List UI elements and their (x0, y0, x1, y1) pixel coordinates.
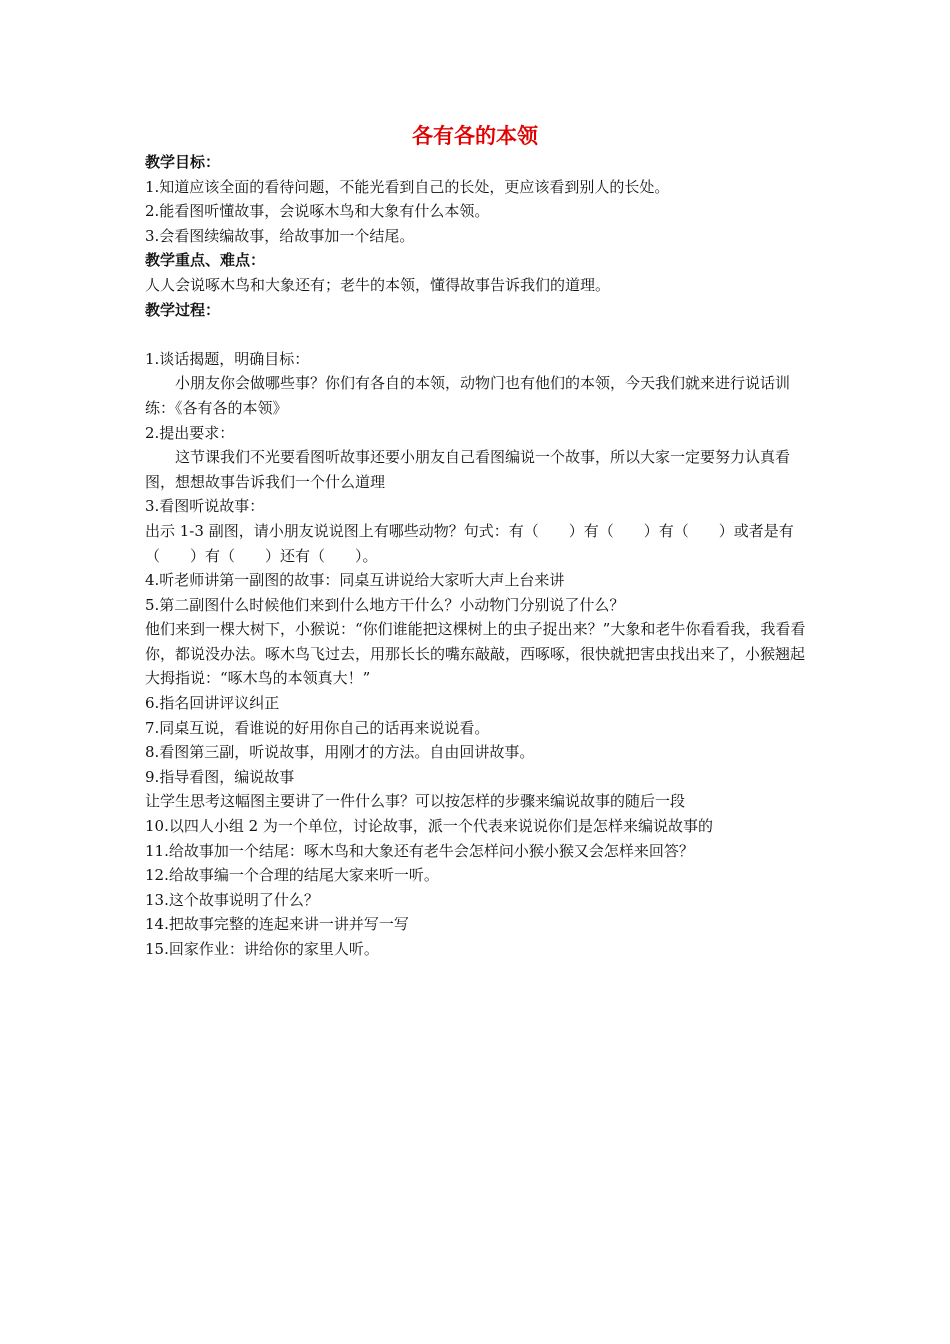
process-step: 8.看图第三副，听说故事，用刚才的方法。自由回讲故事。 (145, 743, 535, 762)
process-step: 6.指名回讲评议纠正 (145, 694, 280, 713)
goal-item: 1.知道应该全面的看待问题，不能光看到自己的长处，更应该看到别人的长处。 (145, 177, 670, 196)
process-step: 11.给故事加一个结尾：啄木鸟和大象还有老牛会怎样问小猴小猴又会怎样来回答？ (145, 841, 694, 860)
process-paragraph: 出示 1-3 副图，请小朋友说说图上有哪些动物？句式：有（ ）有（ ）有（ ）或者是有（ ）有（ ）还有（ ）。 (145, 521, 794, 565)
blank-line (145, 322, 810, 347)
goal-item: 3.会看图续编故事，给故事加一个结尾。 (145, 226, 415, 245)
process-paragraph: 这节课我们不光要看图听故事还要小朋友自己看图编说一个故事，所以大家一定要努力认真看图，想想故事告诉我们一个什么道理 (145, 448, 791, 491)
process-step: 2.提出要求： (145, 423, 235, 442)
process-step: 9.指导看图，编说故事 (145, 767, 295, 786)
process-paragraph: 他们来到一棵大树下，小猴说：“你们谁能把这棵树上的虫子捉出来？”大象和老牛你看看我，我看看你，都说没办法。啄木鸟飞过去，用那长长的嘴东敲敲，西啄啄，很快就把害虫找出来了，小猴翘起大拇指说：“啄木鸟的本领真大！” (145, 620, 806, 688)
process-heading: 教学过程： (145, 300, 221, 319)
page-title: 各有各的本领 (412, 124, 538, 148)
process-step: 14.把故事完整的连起来讲一讲并写一写 (145, 915, 409, 934)
document-body (145, 150, 810, 962)
process-step: 5.第二副图什么时候他们来到什么地方干什么？小动物门分别说了什么？ (145, 595, 625, 614)
process-step: 4.听老师讲第一副图的故事：同桌互讲说给大家听大声上台来讲 (145, 571, 565, 590)
process-step: 12.给故事编一个合理的结尾大家来听一听。 (145, 866, 439, 885)
goals-heading: 教学目标： (145, 153, 221, 171)
keypoints-heading: 教学重点、难点： (145, 251, 266, 270)
process-paragraph: 让学生思考这幅图主要讲了一件什么事？可以按怎样的步骤来编说故事的随后一段 (145, 792, 686, 811)
process-step: 7.同桌互说，看谁说的好用你自己的话再来说说看。 (145, 718, 490, 737)
process-step: 13.这个故事说明了什么？ (145, 890, 319, 909)
goal-item: 2.能看图听懂故事，会说啄木鸟和大象有什么本领。 (145, 202, 490, 221)
process-paragraph: 小朋友你会做哪些事？你们有各自的本领，动物门也有他们的本领，今天我们就来进行说话训练：《各有各的本领》 (145, 374, 791, 417)
process-step: 3.看图听说故事： (145, 497, 265, 516)
process-step: 10.以四人小组 2 为一个单位，讨论故事，派一个代表来说说你们是怎样来编说故事的 (145, 817, 713, 836)
keypoints-text: 人人会说啄木鸟和大象还有；老牛的本领，懂得故事告诉我们的道理。 (145, 275, 611, 294)
process-step: 1.谈话揭题，明确目标： (145, 349, 310, 368)
process-step: 15.回家作业：讲给你的家里人听。 (145, 940, 379, 958)
